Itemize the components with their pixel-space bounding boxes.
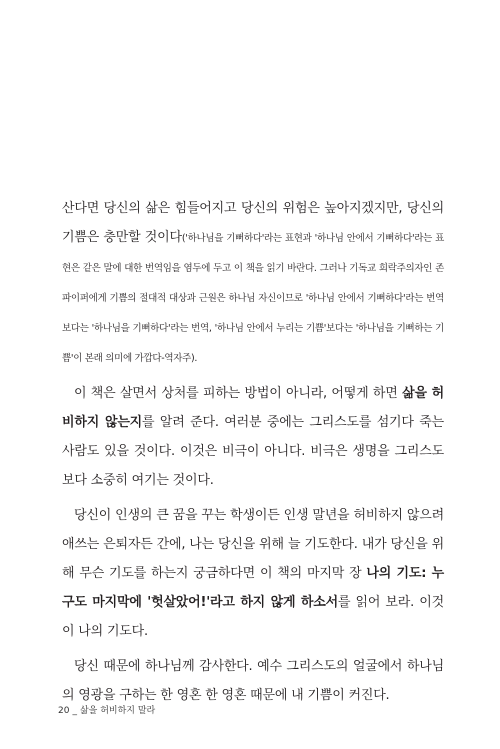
page-number: 20 [58,706,70,716]
paragraph-1-text: 산다면 당신의 삶은 힘들어지고 당신의 위험은 높아지겠지만, 당신의 기쁨은 충만할 것이다 [62,201,444,245]
paragraph-2 [62,379,444,495]
translator-note: ('하나님을 기뻐하다'라는 표현과 '하나님 안에서 기뻐하다'라는 표현은 같은 말에 대한 번역임을 염두에 두고 이 책을 읽기 바란다. 그러나 기독교 희락주의자인 존 파이퍼에게 기쁨의 절대적 대상과 근원은 하나님 자신이므로 '하나님 안에서 기뻐하다'라는 번역보다는 '하나님을 기뻐하다'라는 번역, '하나님 안에서 누리는 기쁨'보다는 '하나님을 기뻐하는 기쁨'이 본래 의미에 가깝다-역자주). [62,233,444,364]
paragraph-1 [62,194,444,373]
paragraph-4-text: 당신 때문에 하나님께 감사한다. 예수 그리스도의 얼굴에서 하나님의 영광을 구하는 한 영혼 한 영혼 때문에 내 기쁨이 커진다. [62,659,444,703]
paragraph-3-text-end: 를 읽어 보라. 이것이 나의 기도다. [62,595,444,639]
paragraph-2-emphasis: 삶을 허비하지 않는지 [62,386,444,430]
paragraph-2-text-end: 를 알려 준다. 여러분 중에는 그리스도를 섬기다 죽는 사람도 있을 것이다. 이것은 비극이 아니다. 비극은 생명을 그리스도보다 소중히 여기는 것이다. [62,415,444,488]
body-text [62,194,444,716]
footer-separator: _ [72,706,77,716]
page-footer [58,703,155,716]
paragraph-4 [62,652,444,710]
paragraph-3-text-start: 당신이 인생의 큰 꿈을 꾸는 학생이든 인생 말년을 허비하지 않으려 애쓰는 은퇴자든 간에, 나는 당신을 위해 늘 기도한다. 내가 당신을 위해 무슨 기도를 하는지 궁금하다면 이 책의 마지막 장 [62,508,444,581]
paragraph-3 [62,501,444,646]
running-book-title: 삶을 허비하지 말라 [79,706,156,716]
paragraph-2-text-start: 이 책은 살면서 상처를 피하는 방법이 아니라, 어떻게 하면 [74,386,403,401]
chapter-title-emphasis: 나의 기도: 누구도 마지막에 '헛살았어!'라고 하지 않게 하소서 [62,566,444,610]
